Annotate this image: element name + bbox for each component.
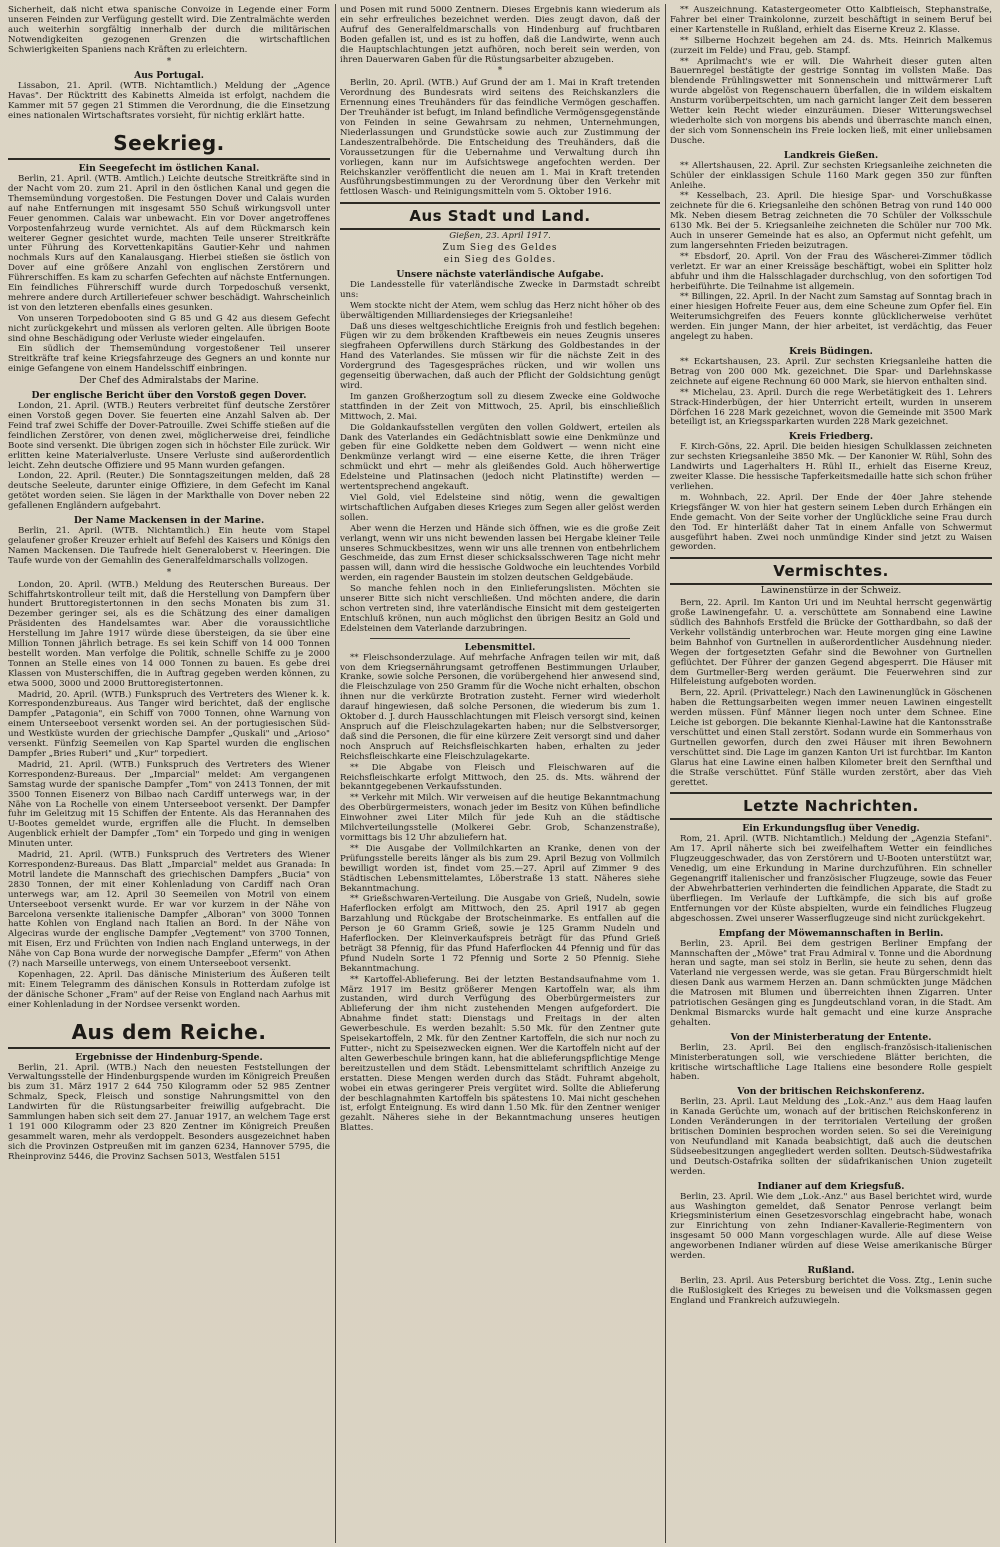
- article-paragraph: ** Aprilmacht's wie er will. Die Wahrheit dieser guten alten Bauernregel bestätigte der gestrige Sonntag im vollsten Maße. Das blendende Frühlingswetter mit Sonnenschein und mittwärmerer Luft wurde abgelöst von Regenschauern überfallen, die in wildem eiskaltem Ansturm vorüberpeitschten, um nach garnicht langer Zeit dem besseren Wetter kein Recht wieder einzuräumen. Dieser Witterungswechsel wiederholte sich von morgens bis abends und überraschte manch einen, der sich vom Sonnenschein ins Freie locken ließ, mit einer unliebsamen Dusche.: [670, 56, 992, 146]
- section-title-vermischtes: Vermischtes.: [670, 557, 992, 585]
- article-paragraph: m. Wohnbach, 22. April. Der Ende der 40er Jahre stehende Kriegsfänger W. von hier hat gestern seinem Leben durch Erhängen ein Ende gemacht. Von der Seite vorher der Unglückliche seine Frau durch den Tod. Er hinterläßt daher Tat in einem Anfalle von Schwermut ausgeführt haben. Zwei noch unmündige Kinder sind jetzt zu Waisen geworden.: [670, 492, 992, 553]
- article-paragraph: Berlin, 21. April. (WTB.) Nach den neuesten Feststellungen der Verwaltungsstelle der Hindenburgspende wurden im Königreich Preußen bis zum 31. März 1917 2 644 750 Kilogramm oder 52 985 Zentner Schmalz, Speck, Fleisch und sonstige Nahrungsmittel von den Landwirten für die Rüstungsarbeiter freiwillig aufgebracht. Die Sammlungen haben sich seit dem 27. Januar 1917, an welchem Tage erst 1 191 000 Kilogramm oder 23 820 Zentner im Königreich Preußen gesammelt waren, mehr als verdoppelt. Besonders ausgezeichnet haben sich die Provinzen Ostpreußen mit im ganzen 6234, Hannover 5795, die Rheinprovinz 5446, die Provinz Sachsen 5013, Westfalen 5151: [8, 1062, 330, 1162]
- separator: *: [166, 56, 172, 67]
- article-paragraph: So manche fehlen noch in den Einlieferungslisten. Möchten sie unserer Bitte sich nicht verschließen. Und möchten andere, die darin schon vertreten sind, ihre vaterländische Einsicht mit dem gesteigerten Entschluß krönen, nun auch möglichst den übrigen Besitz an Gold und Edelsteinen dem Vaterlande darzubringen.: [340, 584, 660, 634]
- article-heading: Von der britischen Reichskonferenz.: [737, 1086, 925, 1098]
- article-heading: Ein Erkundungsflug über Venedig.: [742, 823, 920, 835]
- article-heading: Unsere nächste vaterländische Aufgabe.: [396, 268, 604, 280]
- article-paragraph: ** Die Abgabe von Fleisch und Fleischwaren auf die Reichsfleischkarte erfolgt Mittwoch, den 25. ds. Mts. während der bekanntgegebenen Verkaufsstunden.: [340, 762, 660, 793]
- article-paragraph: London, 22. April. (Reuter.) Die Sonntagszeitungen melden, daß 28 deutsche Seeleute, darunter einige Offiziere, in dem Gefecht im Kanal getötet worden seien. Sie lägen in der Markthalle von Dover neben 22 gefallenen Engländern aufgebahrt.: [8, 471, 330, 512]
- article-paragraph: ** Eckartshausen, 23. April. Zur sechsten Kriegsanleihe hatten die Betrag von 200 000 Mk. gezeichnet. Die Spar- und Darlehnskasse zeichnete auf eigene Rechnung 60 000 Mark, sie hiervon enthalten sind.: [670, 357, 992, 387]
- article-paragraph: Die Landesstelle für vaterländische Zwecke in Darmstadt schreibt uns:: [340, 279, 660, 300]
- article-paragraph: ** Kartoffel-Ablieferung. Bei der letzten Bestandsaufnahme vom 1. März 1917 im Besitz größerer Mengen Kartoffeln war, als ihm zustanden, wird durch Verfügung des Oberbürgermeisters zur Ablieferung der ihm nicht zustehenden Mengen aufgefordert. Die Abnahme findet statt: Dienstags und Freitags in der alten Gewerbeschule. Es werden bezahlt: 5.50 Mk. für den Zentner gute Speisekartoffeln, 2 Mk. für den Zentner Kartoffeln, die sich nur noch zu Futter-, nicht zu Speisezwecken eignen. Wer die Kartoffeln nicht auf der alten Gewerbeschule bringen kann, hat die ablieferungspflichtige Menge bereitzustellen und dem Städt. Lebensmittelamt schriftlich Anzeige zu erstatten. Diese Mengen werden durch das Städt. Fuhramt abgeholt, wobei ein etwas geringerer Preis vergütet wird. Sollte die Ablieferung der beschlagnahmten Kartoffeln bis spätestens 10. Mai nicht geschehen ist, erfolgt Enteignung. Es wird dann 1.50 Mk. für den Zentner weniger gezahlt. Näheres siehe in der Bekanntmachung unseres heutigen Blattes.: [340, 974, 660, 1134]
- article-heading: Ein Seegefecht im östlichen Kanal.: [78, 163, 260, 175]
- section-title-stadt: Aus Stadt und Land.: [340, 202, 660, 230]
- column-2: [340, 6, 660, 1541]
- article-heading: Ergebnisse der Hindenburg-Spende.: [75, 1051, 263, 1063]
- article-paragraph: ** Allertshausen, 22. April. Zur sechsten Kriegsanleihe zeichneten die Schüler der einklassigen Schule 1160 Mark gegen 350 zur fünften Anleihe.: [670, 160, 992, 191]
- article-heading: Von der Ministerberatung der Entente.: [730, 1031, 932, 1043]
- article-paragraph: ** Grießschwaren-Verteilung. Die Ausgabe von Grieß, Nudeln, sowie Haferflocken erfolgt am Mittwoch, den 25. April 1917 ab gegen Barzahlung und Rückgabe der Brotscheinmarke. Es entfallen auf die Person je 60 Gramm Grieß, sowie je 125 Gramm Nudeln und Haferflocken. Der Kleinverkaufspreis beträgt für das Pfund Grieß beträgt 38 Pfennig, für das Pfund Haferflocken 44 Pfennig und für das Pfund Nudeln Sorte 1 72 Pfennig und Sorte 2 50 Pfennig. Siehe Bekanntmachung.: [340, 894, 660, 974]
- article-heading: Lawinenstürze in der Schweiz.: [760, 586, 902, 597]
- section-heading: Aus Portugal.: [134, 70, 204, 82]
- article-heading: Kreis Büdingen.: [789, 346, 873, 357]
- article-paragraph: Berlin, 21. April. (WTB. Nichtamtlich.) Ein heute vom Stapel gelaufener großer Kreuzer erhielt auf Befehl des Kaisers und Königs den Namen Mackensen. Die Taufrede hielt Generaloberst v. Heeringen. Die Taufe wurde von der Gemahlin des Generalfeldmarschalls vollzogen.: [8, 526, 330, 566]
- section-title-reiche: Aus dem Reiche.: [8, 1019, 330, 1049]
- article-paragraph: Aber wenn die Herzen und Hände sich öffnen, wie es die große Zeit verlangt, wenn wir uns nicht bewenden lassen bei Hergabe kleiner Teile unseres Schmuckbesitzes, wenn wir uns alle trennen von entbehrlichem Geschmeide, das zum Ernst dieser schicksalsschweren Tage nicht mehr passen will, dann wird die hessische Goldwoche ein leuchtendes Vorbild werden, ein ragender Baustein im stolzen deutschen Geldgebäude.: [340, 523, 660, 584]
- article-paragraph: Rom, 21. April. (WTB. Nichtamtlich.) Meldung der „Agenzia Stefani". Am 17. April näherte sich bei zweifelhaftem Wetter ein feindliches Flugzeuggeschwader, das von Zerstörern und U-Booten unterstützt war, Venedig, um eine Erkundung in Marine durchzuführen. Ein schneller Gegenangriff italienischer und französischer Flugzeuge, sowie das Feuer der Abwehrbatterien verhinderten die feindlichen Apparate, die Stadt zu überfliegen. Im Verlaufe der Luftkämpfe, die sich bis auf große Entfernungen vor der Küste abspielten, wurde ein feindliches Flugzeug abgeschossen. Zwei unserer Wasserflugzeuge sind nicht zurückgekehrt.: [670, 834, 992, 924]
- article-paragraph: Bern, 22. April. Im Kanton Uri und im Neuhtal herrscht gegenwärtig große Lawinengefahr. U. a. verschüttete am Sonnabend eine Lawine südlich des Bahnhofs Erstfeld die Brücke der Gotthardbahn, so daß der Verkehr vollständig unterbrochen war. Heute morgen ging eine Lawine beim Bahnhof von Gurtnellen in außerordentlicher Ausdehnung nieder. Wegen der fortgesetzten Gefahr sind die Bewohner von Gurtnellen geflüchtet. Der Führer der ganzen Gegend abgesperrt. Die Häuser mit dem Gurtmeller-Berg werden geräumt. Die Feuerwehren sind zur Hilfeleistung aufgeboten worden.: [670, 598, 992, 688]
- article-heading: Der Name Mackensen in der Marine.: [73, 515, 265, 527]
- kicker: ein Sieg des Goldes.: [443, 255, 557, 266]
- column-3: [670, 6, 992, 1541]
- article-paragraph: London, 20. April. (WTB.) Meldung des Reuterschen Bureaus. Der Schiffahrtskontrolleur teilt mit, daß die Herstellung von Dampfern über hundert Bruttoregistertonnen in den sechs Monaten bis zum 31. Dezember geringer sei, als es die Schätzung des einer damaligen Präsidenten des Handelsamtes war. Aber die voraussichtliche Herstellung im Jahre 1917 würde diese übersteigen, da sie über eine Million Tonnen jährlich betrage. Es sei kein Schiff von 14 000 Tonnen bestellt worden. Man verfolge die Politik, schnelle Schiffe zu je 2000 Tonnen an Stelle eines von 14 000 Tonnen zu bauen. Es gebe drei Klassen von Musterschiffen, die in Auftrag gegeben werden können, zu etwa 5000, 3000 und 2000 Bruttoregistertonnen.: [8, 579, 330, 689]
- article-paragraph: London, 21. April. (WTB.) Reuters verbreitet fünf deutsche Zerstörer einen Vorstoß gegen Dover. Sie feuerten eine Anzahl Salven ab. Der Feind traf zwei Schiffe der Dover-Patrouille. Zwei Schiffe stießen auf die feindlichen Zerstörer, von denen zwei, möglicherweise drei, feindliche Boote sind versenkt. Die übrigen zogen sich in höchster Eile zurück. Wir erlitten keine Materialverluste. Unsere Verluste sind außerordentlich leicht. Zehn deutsche Offiziere und 95 Mann wurden gefangen.: [8, 401, 330, 471]
- article-paragraph: Lissabon, 21. April. (WTB. Nichtamtlich.) Meldung der „Agence Havas". Der Rücktritt des Kabinetts Almeida ist erfolgt, nachdem die Kammer mit 57 gegen 21 Stimmen die Verordnung, die die Einsetzung eines nationalen Wirtschaftsrates vorsieht, für nichtig erklärt hatte.: [8, 81, 330, 122]
- divider: [370, 638, 630, 639]
- article-paragraph: ** Kesselbach, 23. April. Die hiesige Spar- und Vorschußkasse zeichnete für die 6. Kriegsanleihe den schönen Betrag von rund 140 000 Mk. Neben diesem Betrag zeichneten die 70 Schüler der Volksschule 6130 Mk. Bei der 5. Kriegsanleihe zeichneten die Schüler nur 700 Mk. Auch in unserer Gemeinde hat es also, an Opfermut nicht gefehlt, um zum langersehnten Frieden beizutragen.: [670, 191, 992, 251]
- article-paragraph: Im ganzen Großherzogtum soll zu diesem Zwecke eine Goldwoche stattfinden in der Zeit von Mittwoch, 25. April, bis einschließlich Mittwoch, 2. Mai.: [340, 391, 660, 422]
- article-heading: Lebensmittel.: [464, 641, 536, 653]
- article-paragraph: F. Kirch-Göns, 22. April. Die beiden hiesigen Schulklassen zeichneten zur sechsten Kriegsanleihe 3850 Mk. — Der Kanonier W. Rühl, Sohn des Landwirts und Lagerhalters H. Rühl II., erhielt das Eiserne Kreuz, zweiter Klasse. Die hessische Tapferkeitsmedaille hatte sich schon früher verliehen.: [670, 442, 992, 492]
- article-paragraph: ** Fleischsonderzulage. Auf mehrfache Anfragen teilen wir mit, daß von dem Kriegsernährungsamt getroffenen Bestimmungen Urlauber, Kranke, sowie solche Personen, die vorübergehend hier anwesend sind, die Fleischzulage von 250 Gramm für die Woche nicht erhalten, obschon ihnen nur die verkürzte Brotration zusteht. Ferner wird wiederholt darauf hingewiesen, daß solche Personen, die wiederum bis zum 1. Oktober d. J. durch Hausschlachtungen mit Fleisch versorgt sind, keinen Anspruch auf die Fleischzulagekarten haben; nur die Selbstversorger, daß sind die Personen, die für eine kürzere Zeit versorgt sind und daher noch Anspruch auf Reichsfleischkarten haben, erhalten zu jeder Reichsfleischkarte eine Fleischzulagekarte.: [340, 652, 660, 762]
- article-paragraph: Ein südlich der Themsemündung vorgestoßener Teil unserer Streitkräfte traf keine Kriegsfahrzeuge des Gegners an und konnte nur einige Gefangene von einem Handelsschiff einbringen.: [8, 344, 330, 375]
- article-heading: Kreis Friedberg.: [788, 431, 874, 443]
- article-heading: Indianer auf dem Kriegsfuß.: [757, 1180, 905, 1192]
- article-paragraph: Berlin, 23. April. Laut Meldung des „Lok.-Anz." aus dem Haag laufen in Kanada Gerüchte um, wonach auf der britischen Reichskonferenz in Londen Veränderungen in der territorialen Verteilung der großen britischen Dominien besprochen worden seien. So sei die Vereinigung von Neufundland mit Kanada beabsichtigt, daß auch die deutschen Südseebesitzungen angegliedert werden sollten. Deutsch-Südwestafrika und Deutsch-Ostafrika sollten der südafrikanischen Union zugeteilt werden.: [670, 1097, 992, 1177]
- article-paragraph: ** Silberne Hochzeit begehen am 24. ds. Mts. Heinrich Malkemus (zurzeit im Felde) und Frau, geb. Stampf.: [670, 35, 992, 56]
- article-paragraph: ** Ebsdorf, 20. April. Von der Frau des Wäscherei-Zimmer tödlich verletzt. Er war an einer Kreissäge beschäftigt, wobei ein Splitter holz abfuhr und ihm die Halsschlagader durchschlug, von den sofortigen Tod herbeiführte. Die Teilnahme ist allgemein.: [670, 251, 992, 292]
- article-signature: Der Chef des Admiralstabs der Marine.: [79, 376, 259, 387]
- article-paragraph: Berlin, 21. April. (WTB. Amtlich.) Leichte deutsche Streitkräfte sind in der Nacht vom 20. zum 21. April in den östlichen Kanal und gegen die Themsemündung vorgestoßen. Die Festungen Dover und Calais wurden auf nahe Entfernungen mit insgesamt 550 Schuß wirkungsvoll unter Feuer genommen. Calais war unbewacht. Ein vor Dover angetroffenes Vorpostenfahrzeug wurde vernichtet. Als auf dem Rückmarsch kein weiterer Gegner gesichtet wurde, machten Teile unserer Streitkräfte unter Führung des Korvettenkapitäns Gautier-Kehr und nahmen nochmals Kurs auf den Kanalausgang. Hierbei stießen sie östlich von Dover auf eine größere Anzahl von englischen Zerstörern und Führerschiffen. Es kam zu scharfen Gefechten auf nächste Entfernungen. Ein feindliches Führerschiff wurde durch Torpedoschuß versenkt, mehrere andere durch Artilleriefeuer schwer beschädigt. Wahrscheinlich ist von den letzteren ebenfalls eines gesunken.: [8, 174, 330, 313]
- article-paragraph: Kopenhagen, 22. April. Das dänische Ministerium des Äußeren teilt mit: Einem Telegramm des dänischen Konsuls in Rotterdam zufolge ist der dänische Schoner „Fram" auf der Reise von England nach Aarhus mit einer Kohlenladung in der Nordsee versenkt worden.: [8, 969, 330, 1010]
- article-paragraph: Berlin, 20. April. (WTB.) Auf Grund der am 1. Mai in Kraft tretenden Verordnung des Bundesrats wird seitens des Reichskanzlers die Ernennung eines Treuhänders für das feindliche Vermögen geschaffen. Der Treuhänder ist befugt, im Inland befindliche Vermögensgegenstände von Feinden in seine Gewahrsam zu nehmen, Unternehmungen, Niederlassungen und Grundstücke sowie auch zur Zustimmung der Landeszentralbehörde. Die Entscheidung des Treuhänders, daß die Voraussetzungen für die Uebernahme und Verwaltung durch ihn vorliegen, kann nur im Aufsichtswege angefochten werden. Der Reichskanzler veröffentlicht die neuen am 1. Mai in Kraft tretenden Ausführungsbestimmungen zu der Verordnung über den Verkehr mit fettlosen Wasch- und Reinigungsmitteln vom 5. Oktober 1916.: [340, 78, 660, 198]
- article-paragraph: Bern, 22. April. (Privattelegr.) Nach den Lawinenunglück in Göschenen haben die Rettungsarbeiten wegen immer neuen Lawinen eingestellt werden müssen. Fünf Männer liegen noch unter dem Schnee. Eine Leiche ist geborgen. Die bekannte Kienhal-Lawine hat die Kantonsstraße verschüttet und einen Stall zerstört. Sodann wurde ein Sommerhaus von Gurtnellen geworfen, durch den zwei Häuser mit ihren Bewohnern verschüttet sind. Die Lage im ganzen Kanton Uri ist furchtbar. Im Kanton Glarus hat eine Lawine einen halben Kilometer breit den Sernfthal und die Straße verschüttet. Fünf Ställe wurden zerstört, aber das Vieh gerettet.: [670, 688, 992, 788]
- article-paragraph: Die Goldankaufsstellen vergüten den vollen Goldwert, erteilen als Dank des Vaterlandes ein Gedächtnisblatt sowie eine Denkmünze und geben für eine Goldkette neben dem Goldwert — wenn nicht eine Denkmünze verlangt wird — eine eiserne Kette, die ihren Träger schmückt und ehrt — mehr als gleißendes Gold. Auch höherwertige Edelsteine und Platinsachen (jedoch nicht Platinstifte) werden — wertentsprechend angekauft.: [340, 422, 660, 493]
- article-paragraph: Berlin, 23. April. Bei den englisch-französisch-italienischen Ministerberatungen soll, wie verschiedene Blätter berichten, die kritische wirtschaftliche Lage Italiens eine besondere Rolle gespielt haben.: [670, 1042, 992, 1083]
- article-heading: Rußland.: [807, 1264, 855, 1276]
- separator: *: [497, 66, 503, 77]
- article-heading: Empfang der Möwemannschaften in Berlin.: [718, 927, 944, 939]
- article-paragraph: ** Michelau, 23. April. Durch die rege Werbetätigkeit des 1. Lehrers Strack-Hinderbügen, der hier Unterricht erteilt, wurden in unserem Dörfchen 16 228 Mark gezeichnet, wovon die Gemeinde mit 3500 Mark beteiligt ist, an Kriegssparkarten wurden 228 Mark gezeichnet.: [670, 387, 992, 428]
- column-rule: [335, 4, 336, 1543]
- article-paragraph: Madrid, 20. April. (WTB.) Funkspruch des Vertreters des Wiener k. k. Korrespondenzbureaus. Aus Tanger wird berichtet, daß der englische Dampfer „Patagonia", ein Schiff von 7000 Tonnen, ohne Warnung von einem Unterseeboot versenkt worden sei. An der portugiesischen Süd- und Westküste wurden der griechische Dampfer „Quskali" und „Arioso" versenkt. Fünfzig Seemeilen von Kap Spartel wurden die englischen Dampfer „Bries Ruberi" und „Kur" torpediert.: [8, 689, 330, 759]
- article-paragraph: Berlin, 23. April. Aus Petersburg berichtet die Voss. Ztg., Lenin suche die Rußlosigkeit des Krieges zu beweisen und die Volksmassen gegen England und Frankreich aufzuwiegeln.: [670, 1275, 992, 1306]
- article-paragraph: Sicherheit, daß nicht etwa spanische Convoize in Legende einer Form unseren Feinden zur Verfügung gestellt wird. Die Zentralmächte werden auch weiterhin sorgfältig innerhalb der durch die militärischen Notwendigkeiten gezogenen Grenzen die wirtschaftlichen Schwierigkeiten Spaniens nach Kräften zu erleichtern.: [8, 6, 330, 55]
- dateline: Gießen, 23. April 1917.: [449, 231, 551, 242]
- section-title-seekrieg: Seekrieg.: [8, 130, 330, 160]
- article-paragraph: ** Verkehr mit Milch. Wir verweisen auf die heutige Bekanntmachung des Oberbürgermeisters, wonach jeder im Besitz von Kühen befindliche Einwohner zwei Liter Milch für jede Kuh an die städtische Milchverteilungsstelle (Molkerei Gebr. Grob, Schanzenstraße), vormittags bis 12 Uhr abzuliefern hat.: [340, 793, 660, 843]
- article-heading: Landkreis Gießen.: [783, 149, 879, 161]
- article-paragraph: ** Billingen, 22. April. In der Nacht zum Samstag auf Sonntag brach in einer hiesigen Hofreite Feuer aus, dem eine Scheune zum Opfer fiel. Ein Weiterumsichgreifen des Feuers konnte glücklicherweise verhütet werden. Ein junger Mann, der hier arbeitet, ist verdächtig, das Feuer angelegt zu haben.: [670, 292, 992, 343]
- column-rule: [665, 4, 666, 1543]
- article-paragraph: Madrid, 21. April. (WTB.) Funkspruch des Vertreters des Wiener Korrespondenz-Bureaus. Das Blatt „Imparcial" meldet aus Granada: In Motril landete die Mannschaft des griechischen Dampfers „Bucia" von 2830 Tonnen, der mit einer Kohlenladung von Cardiff nach Oran unterwegs war, am 12. April 30 Seemeilen von Motril von einem Unterseeboot versenkt wurde. Er war vor kurzem in der Nähe von Barcelona versenkte italienische Dampfer „Alboran" von 3000 Tonnen hatte Kohlen von England nach Italien an Bord. In der Nähe von Algeciras wurde der englische Dampfer „Vegtement" von 3700 Tonnen, mit Eisen, Erz und Früchten von Indien nach England unterwegs, in der Nähe von Cap Bona wurde der norwegische Dampfer „Eferm" von Athen (?) nach Marseille unterwegs, von einem Unterseeboot versenkt.: [8, 850, 330, 970]
- article-paragraph: Berlin, 23. April. Wie dem „Lok.-Anz." aus Basel berichtet wird, wurde aus Washington gemeldet, daß Senator Penrose verlangt beim Kriegsministerium einen Gesetzesvorschlag eingebracht habe, wonach zur Einrichtung von zehn Indianer-Kavallerie-Regimentern von insgesamt 50 000 Mann vorgeschlagen wurde. Alle auf diese Weise angeworbenen Indianer würden auf diese Weise amerikanische Bürger werden.: [670, 1191, 992, 1262]
- article-paragraph: Daß uns dieses weltgeschichtliche Ereignis froh und festlich begehen: Fügen wir zu dem brökenden Kraftbeweis ein neues Zeugnis unseres siegfraheen Opferwillens durch Stärkung des Goldbestandes in der Hand des Vaterlandes. Sie müssen wir für die nächste Zeit in des Vordergrund des Tagesgespräches rücken, und wir wollen uns gegenseitig überwachen, daß auch der Pflicht der Goldsichtung genügt wird.: [340, 321, 660, 391]
- kicker: Zum Sieg des Geldes: [442, 243, 558, 254]
- article-paragraph: Madrid, 21. April. (WTB.) Funkspruch des Vertreters des Wiener Korrespondenz-Bureaus. Der „Imparcial" meldet: Am vergangenen Samstag wurde der spanische Dampfer „Tom" von 2413 Tonnen, der mit 3500 Tonnen Eisenerz von Bilbao nach Cardiff unterwegs war, in der Nähe von La Rochelle von einem Unterseeboot versenkt. Der Dampfer fuhr im Geleitzug mit 15 Schiffen der Entente. Als das Herannahen des U-Bootes gemeldet wurde, ergriffen alle die Flucht. In demselben Augenblick erhielt der Dampfer „Tom" ein Torpedo und ging in wenigen Minuten unter.: [8, 759, 330, 850]
- article-paragraph: ** Auszeichnung. Katastergeometer Otto Kalbfleisch, Stephanstraße, Fahrer bei einer Trainkolonne, zurzeit beschäftigt in seinem Beruf bei einer Kartenstelle in Rußland, erhielt das Eiserne Kreuz 2. Klasse.: [670, 6, 992, 35]
- article-paragraph: Von unseren Torpedobooten sind G 85 und G 42 aus diesem Gefecht nicht zurückgekehrt und müssen als verloren gelten. Alle übrigen Boote sind ohne Beschädigung oder Verluste wieder eingelaufen.: [8, 313, 330, 344]
- column-1: [8, 6, 330, 1541]
- article-paragraph: ** Die Ausgabe der Vollmilchkarten an Kranke, denen von der Prüfungsstelle bereits länger als bis zum 29. April Bezug von Vollmilch bewilligt worden ist, findet vom 25.—27. April auf Zimmer 9 des Städtischen Lebensmittelamtes, Löberstraße 13 statt. Näheres siehe Bekanntmachung.: [340, 843, 660, 894]
- section-title-letzte: Letzte Nachrichten.: [670, 792, 992, 820]
- article-paragraph: Viel Gold, viel Edelsteine sind nötig, wenn die gewaltigen wirtschaftlichen Aufgaben dieses Krieges zum Segen aller gelöst werden sollen.: [340, 492, 660, 523]
- article-paragraph: und Posen mit rund 5000 Zentnern. Dieses Ergebnis kann wiederum als ein sehr erfreuliches bezeichnet werden. Dies zeugt davon, daß der Aufruf des Generalfeldmarschalls von Hindenburg auf fruchtbaren Boden gefallen ist, und es ist zu hoffen, daß die Landwirte, wenn auch die Hauptschlachtungen jetzt aufhören, noch bereit sein werden, von ihren Dauerwaren Gaben für die Rüstungsarbeiter abzugeben.: [340, 6, 660, 65]
- article-paragraph: Berlin, 23. April. Bei dem gestrigen Berliner Empfang der Mannschaften der „Möwe" trat Frau Admiral v. Tonne und die Abordnung heran und sagte, man sei stolz in Berlin, sie heute zu sehen, denn das Vaterland nie vergessen werde, was sie getan. Frau Bürgerschmidt hielt diesen Dank aus warmem Herzen an. Dann schmückten junge Mädchen die Matrosen mit Blumen und überreichten ihnen Zigarren. Unter patriotischen Gesängen ging es Jungdeutschland voran, in die Stadt. Am Denkmal Bismarcks wurde halt gemacht und eine kurze Ansprache gehalten.: [670, 938, 992, 1028]
- separator: *: [166, 567, 172, 578]
- article-heading: Der englische Bericht über den Vorstoß gegen Dover.: [31, 390, 307, 402]
- article-paragraph: Wem stockte nicht der Atem, wem schlug das Herz nicht höher ob des überwältigenden Milliardensieges der Kriegsanleihe!: [340, 300, 660, 321]
